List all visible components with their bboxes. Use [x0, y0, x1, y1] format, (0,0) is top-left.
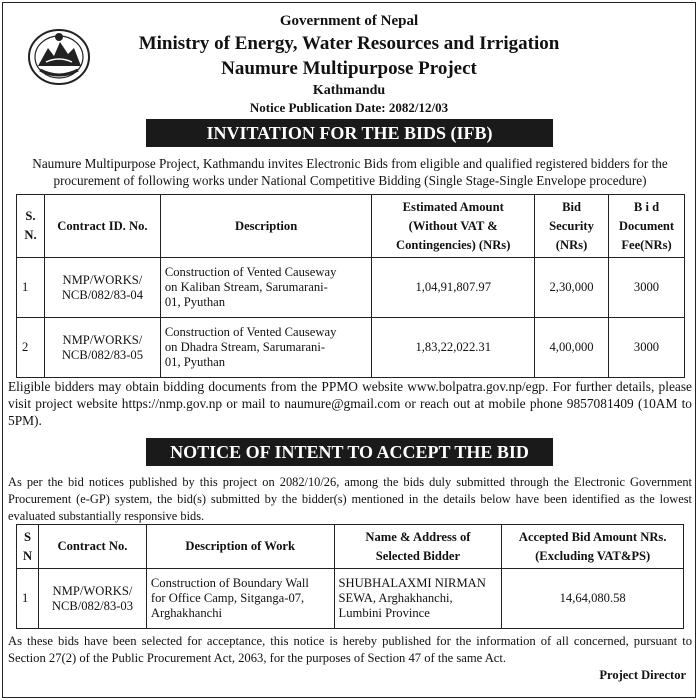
- row-description: Construction of Boundary Wall: [150, 576, 309, 590]
- row-sn: 1: [17, 569, 39, 629]
- project-title: Naumure Multipurpose Project: [221, 58, 477, 79]
- row-accepted-amount: 14,64,080.58: [502, 569, 684, 629]
- col-contract: Contract No.: [38, 525, 146, 569]
- ministry-title: Ministry of Energy, Water Resources and Irrigation: [138, 33, 560, 54]
- row-fee: 3000: [609, 258, 685, 318]
- intent-intro: As per the bid notices published by this project on 2082/10/26, among the bids duly submitted through the Electronic Government Procurement (e-GP) system, the bid(s) submitted by the bidder(s) mentioned in the details below have been identified as the lowest evaluated substantially responsive bids.: [8, 475, 692, 523]
- row-sn: 2: [17, 318, 45, 378]
- col-description: Description: [160, 195, 372, 258]
- row-security: 2,30,000: [535, 258, 609, 318]
- col-bidder: Name & Address of: [365, 529, 471, 544]
- row-contract: NMP/WORKS/: [62, 332, 143, 347]
- ifb-heading: INVITATION FOR THE BIDS (IFB): [146, 119, 553, 147]
- row-security: 4,00,000: [535, 318, 609, 378]
- row-description: Construction of Vented Causeway: [164, 265, 337, 279]
- col-contract: Contract ID. No.: [44, 195, 160, 258]
- row-description: Construction of Vented Causeway: [164, 325, 337, 339]
- ifb-table: [16, 194, 685, 378]
- table-row: 1 NMP/WORKS/ NCB/082/83-03 Construction of Boundary Wall for Office Camp, Sitganga-07, Arghakhanchi SHUBHALAXMI NIRMAN SEWA, Arghakhanchi, Lumbini Province 14,64,080.58: [17, 569, 684, 629]
- col-estimate: Estimated Amount: [402, 199, 504, 214]
- closing-statement: As these bids have been selected for acceptance, this notice is hereby published for the information of all concerned, pursuant to Section 27(2) of the Public Procurement Act, 2063, for the purposes of Section 47 of the same Act.: [8, 634, 692, 665]
- table-header-row: S N Contract No. Description of Work Name & Address of Selected Bidder Accepted Bid Amount NRs. (Excluding VAT&PS): [17, 525, 684, 569]
- table-header-row: S. N. Contract ID. No. Description Estimated Amount (Without VAT & Contingencies) (NRs) Bid Security (NRs) B i d Document Fee(NRs): [17, 195, 685, 258]
- row-sn: 1: [17, 258, 45, 318]
- row-contract: NMP/WORKS/: [52, 583, 133, 598]
- row-fee: 3000: [609, 318, 685, 378]
- row-bidder: SHUBHALAXMI NIRMAN: [338, 576, 486, 590]
- row-amount: 1,83,22,022.31: [372, 318, 535, 378]
- signatory: Project Director: [599, 668, 686, 682]
- table-row: 2 NMP/WORKS/ NCB/082/83-05 Construction of Vented Causeway on Dhadra Stream, Sarumarani- 01, Pyuthan 1,83,22,022.31 4,00,000 3000: [17, 318, 685, 378]
- row-amount: 1,04,91,807.97: [372, 258, 535, 318]
- city-label: Kathmandu: [312, 83, 386, 98]
- col-description: Description of Work: [146, 525, 334, 569]
- col-sn: S: [23, 529, 31, 544]
- col-sn: S.: [25, 209, 36, 223]
- intent-table: [16, 524, 684, 629]
- ifb-intro: Naumure Multipurpose Project, Kathmandu invites Electronic Bids from eligible and qualified registered bidders for the procurement of following works under National Competitive Bidding (Single Stage-Single Envelope procedure): [32, 156, 668, 188]
- government-title: Government of Nepal: [279, 13, 419, 29]
- col-accepted-amount: Accepted Bid Amount NRs.: [518, 529, 667, 544]
- publication-date: Notice Publication Date: 2082/12/03: [249, 100, 449, 115]
- col-fee: B i d: [633, 199, 660, 214]
- table-row: 1 NMP/WORKS/ NCB/082/83-04 Construction of Vented Causeway on Kaliban Stream, Sarumarani- 01, Pyuthan 1,04,91,807.97 2,30,000 3000: [17, 258, 685, 318]
- row-contract: NMP/WORKS/: [62, 272, 143, 287]
- intent-heading: NOTICE OF INTENT TO ACCEPT THE BID: [146, 438, 553, 466]
- ifb-contact-note: Eligible bidders may obtain bidding documents from the PPMO website www.bolpatra.gov.np/egp. For further details, please visit project website https://nmp.gov.np or mail to naumure@gmail.com or reach out at mobile phone 9857081409 (10AM to 5PM).: [8, 379, 692, 428]
- col-security: Bid: [562, 199, 581, 214]
